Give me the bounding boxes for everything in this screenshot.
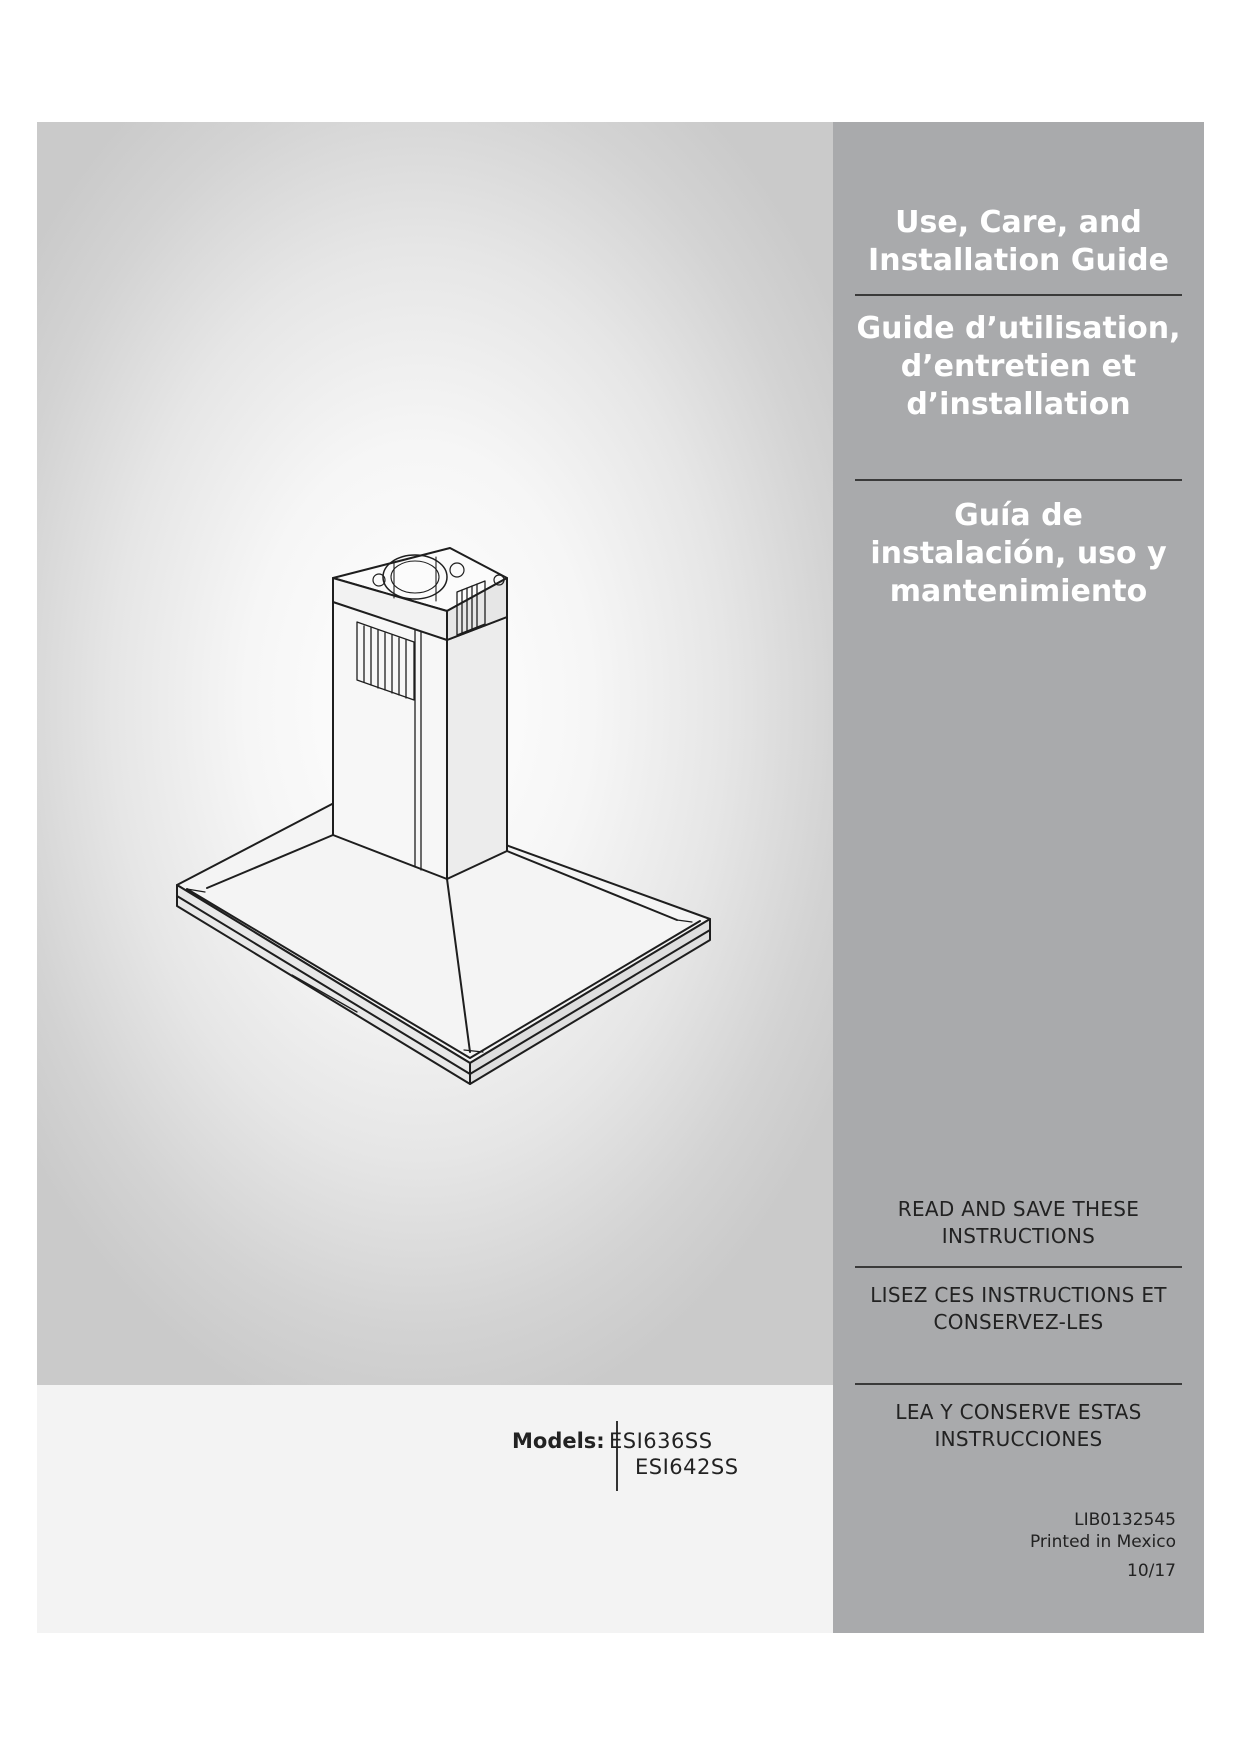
range-hood-illustration (37, 122, 833, 1385)
hood-chimney-right (447, 617, 507, 879)
model-number: ESI642SS (635, 1455, 739, 1479)
title-english: Use, Care, and Installation Guide (868, 205, 1169, 278)
instructions-spanish: LEA Y CONSERVE ESTAS INSTRUCCIONES (895, 1400, 1142, 1451)
instructions-divider (855, 1266, 1182, 1268)
title-divider (855, 294, 1182, 296)
title-spanish: Guía de instalación, uso y mantenimiento (870, 498, 1167, 609)
illustration-panel (37, 122, 833, 1385)
title-french: Guide d’utilisation, d’entretien et d’installation (856, 311, 1181, 422)
instructions-divider (855, 1383, 1182, 1385)
models-band (37, 1385, 833, 1633)
instructions-french: LISEZ CES INSTRUCTIONS ET CONSERVEZ-LES (870, 1283, 1167, 1334)
models-label: Models: (512, 1429, 605, 1453)
document-number: LIB0132545 (1074, 1510, 1176, 1530)
model-number: ESI636SS (609, 1429, 713, 1453)
print-date: 10/17 (1127, 1561, 1176, 1581)
title-side-panel (833, 122, 1204, 1633)
instructions-english: READ AND SAVE THESE INSTRUCTIONS (897, 1197, 1140, 1248)
title-divider (855, 479, 1182, 481)
manual-cover (37, 122, 1204, 1633)
printed-location: Printed in Mexico (1029, 1532, 1176, 1552)
